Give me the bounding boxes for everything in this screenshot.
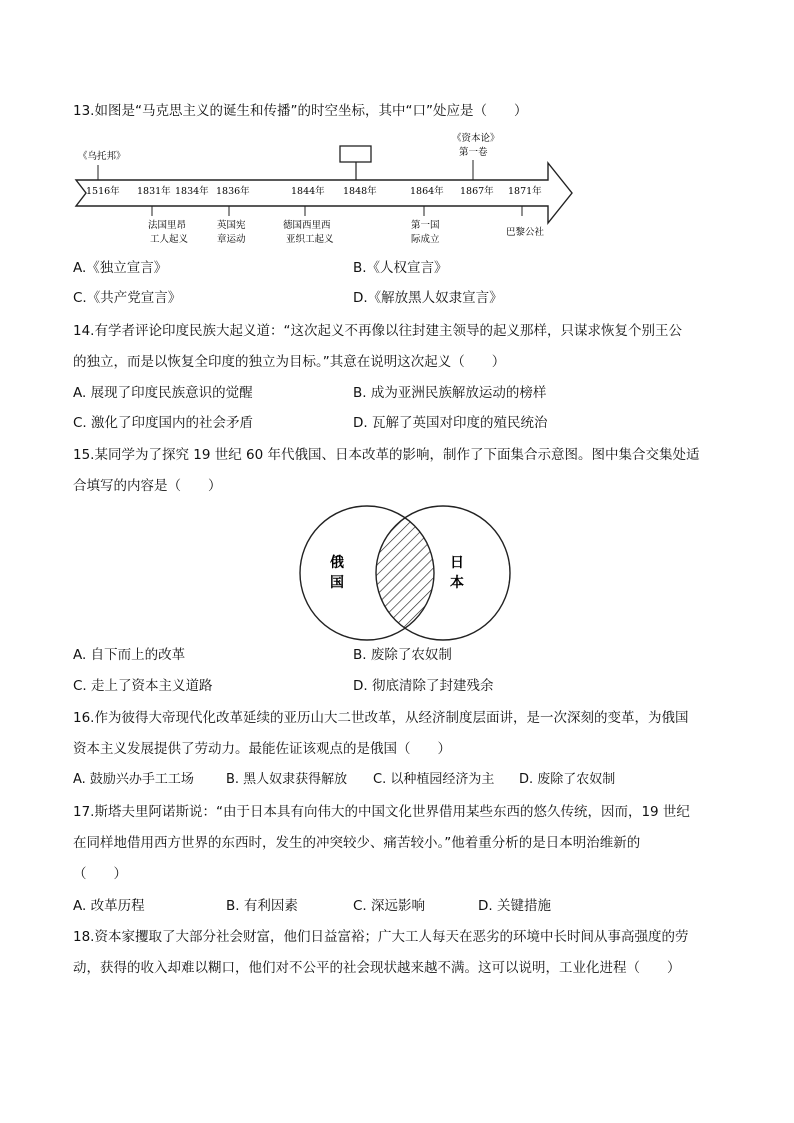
silesian-label-2: 亚织工起义: [286, 234, 334, 245]
question-14-stem-line1: 14.有学者评论印度民族大起义道：“这次起义不再像以往封建主领导的起义那样，只谋求恢复个别王公: [73, 323, 682, 339]
question-15-stem-line1: 15.某同学为了探究 19 世纪 60 年代俄国、日本改革的影响，制作了下面集合示意图。图中集合交集处适: [73, 447, 700, 463]
q13-option-a[interactable]: A.《独立宣言》: [73, 260, 168, 276]
silesian-label-1: 德国西里西: [283, 220, 331, 231]
question-15-stem-line2: 合填写的内容是（ ）: [73, 478, 222, 494]
q16-option-b[interactable]: B. 黑人奴隶获得解放: [226, 772, 348, 787]
q17-option-c[interactable]: C. 深远影响: [353, 898, 426, 914]
chartist-label-2: 章运动: [217, 234, 246, 245]
q16-option-d[interactable]: D. 废除了农奴制: [519, 772, 616, 787]
q17-option-b[interactable]: B. 有利因素: [226, 898, 298, 914]
question-13-stem: 13.如图是“马克思主义的诞生和传播”的时空坐标，其中“口”处应是（ ）: [73, 103, 528, 119]
question-17-stem-line3: （ ）: [73, 866, 127, 882]
year-1871: 1871年: [508, 186, 542, 197]
utopia-label: 《乌托邦》: [78, 151, 126, 162]
year-1867: 1867年: [460, 186, 494, 197]
q14-option-d[interactable]: D. 瓦解了英国对印度的殖民统治: [353, 415, 548, 431]
russia-label-1: 俄: [330, 555, 344, 571]
year-1834: 1834年: [175, 186, 209, 197]
question-17-stem-line1: 17.斯塔夫里阿诺斯说：“由于日本具有向伟大的中国文化世界借用某些东西的悠久传统，因而，19 世纪: [73, 804, 690, 820]
question-18-stem-line1: 18.资本家攫取了大部分社会财富，他们日益富裕；广大工人每天在恶劣的环境中长时间从事高强度的劳: [73, 929, 689, 945]
capital-label: 《资本论》: [452, 133, 500, 144]
q13-option-b[interactable]: B.《人权宣言》: [353, 260, 448, 276]
first-international-label-2: 际成立: [411, 234, 440, 245]
timeline-diagram: [0, 120, 794, 380]
q15-option-c[interactable]: C. 走上了资本主义道路: [73, 678, 213, 694]
q14-option-c[interactable]: C. 激化了印度国内的社会矛盾: [73, 415, 254, 431]
lyon-uprising-label-2: 工人起义: [150, 234, 189, 245]
q14-option-a[interactable]: A. 展现了印度民族意识的觉醒: [73, 385, 253, 401]
blank-box: [340, 146, 371, 162]
year-1836: 1836年: [216, 186, 250, 197]
question-16-stem-line1: 16.作为彼得大帝现代化改革延续的亚历山大二世改革，从经济制度层面讲，是一次深刻的变革，为俄国: [73, 710, 689, 726]
question-16-stem-line2: 资本主义发展提供了劳动力。最能佐证该观点的是俄国（ ）: [73, 741, 451, 757]
q15-option-d[interactable]: D. 彻底清除了封建残余: [353, 678, 494, 694]
year-1844: 1844年: [291, 186, 325, 197]
year-1516: 1516年: [86, 186, 120, 197]
q13-option-c[interactable]: C.《共产党宣言》: [73, 290, 182, 306]
q14-option-b[interactable]: B. 成为亚洲民族解放运动的榜样: [353, 385, 547, 401]
year-1848: 1848年: [343, 186, 377, 197]
question-17-stem-line2: 在同样地借用西方世界的东西时，发生的冲突较少、痛苦较小。”他着重分析的是日本明治维新的: [73, 835, 641, 851]
first-international-label-1: 第一国: [411, 220, 440, 231]
question-18-stem-line2: 动，获得的收入却难以糊口，他们对不公平的社会现状越来越不满。这可以说明，工业化进程（ ）: [73, 960, 681, 976]
q15-option-a[interactable]: A. 自下而上的改革: [73, 647, 186, 663]
year-1864: 1864年: [410, 186, 444, 197]
q16-option-c[interactable]: C. 以种植园经济为主: [373, 772, 495, 787]
year-1831: 1831年: [137, 186, 171, 197]
paris-commune-label: 巴黎公社: [506, 227, 545, 238]
q16-option-a[interactable]: A. 鼓励兴办手工工场: [73, 772, 194, 787]
venn-diagram: [290, 503, 520, 643]
question-14-stem-line2: 的独立，而是以恢复全印度的独立为目标。”其意在说明这次起义（ ）: [73, 354, 506, 370]
q17-option-d[interactable]: D. 关键措施: [478, 898, 551, 914]
japan-label-1: 日: [450, 555, 464, 571]
q17-option-a[interactable]: A. 改革历程: [73, 898, 145, 914]
chartist-label-1: 英国宪: [217, 220, 246, 231]
lyon-uprising-label-1: 法国里昂: [148, 220, 187, 231]
japan-label-2: 本: [450, 575, 464, 591]
capital-volume-label: 第一卷: [459, 147, 488, 158]
q13-option-d[interactable]: D.《解放黑人奴隶宣言》: [353, 290, 503, 306]
russia-label-2: 国: [330, 575, 344, 591]
q15-option-b[interactable]: B. 废除了农奴制: [353, 647, 452, 663]
